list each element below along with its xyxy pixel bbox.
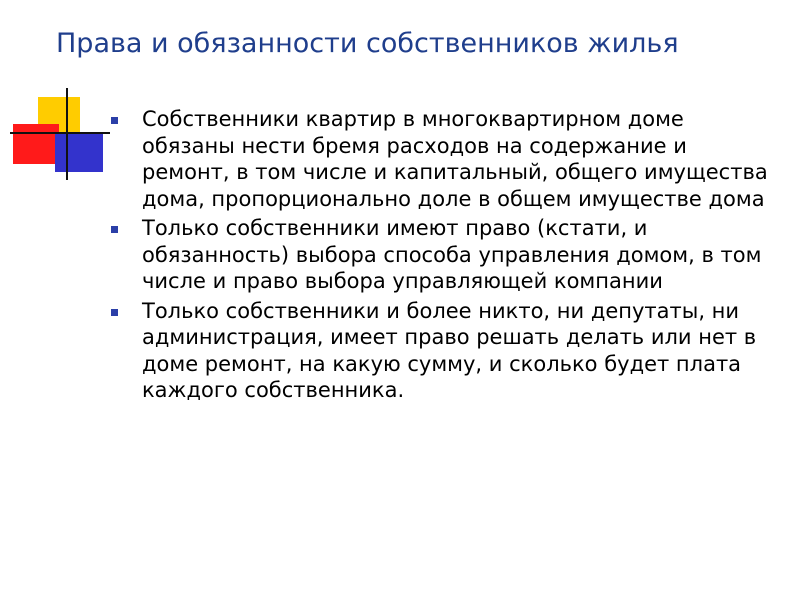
horizontal-line (10, 132, 110, 134)
bullet-item (110, 106, 780, 212)
bullet-item (110, 298, 780, 404)
vertical-line (66, 88, 68, 180)
bullet-square-icon (111, 226, 118, 233)
bullet-item (110, 215, 780, 295)
bullet-text: Только собственники имеют право (кстати, и обязанность) выбора способа управления домом, в том числе и право выбора управляющей компании (142, 216, 762, 293)
blue-square (55, 132, 103, 172)
red-square (13, 124, 59, 164)
bullet-list (110, 106, 780, 407)
bullet-text: Только собственники и более никто, ни депутаты, ни администрация, имеет право решать делать или нет в доме ремонт, на какую сумму, и сколько будет плата каждого собственника. (142, 298, 757, 402)
bullet-square-icon (111, 309, 118, 316)
bullet-text: Собственники квартир в многоквартирном доме обязаны нести бремя расходов на содержание и ремонт, в том числе и капитальный, общего имущества дома, пропорционально доле в общем имуществе дома (142, 107, 768, 211)
bullet-square-icon (111, 117, 118, 124)
slide-title: Права и обязанности собственников жилья (56, 28, 679, 59)
